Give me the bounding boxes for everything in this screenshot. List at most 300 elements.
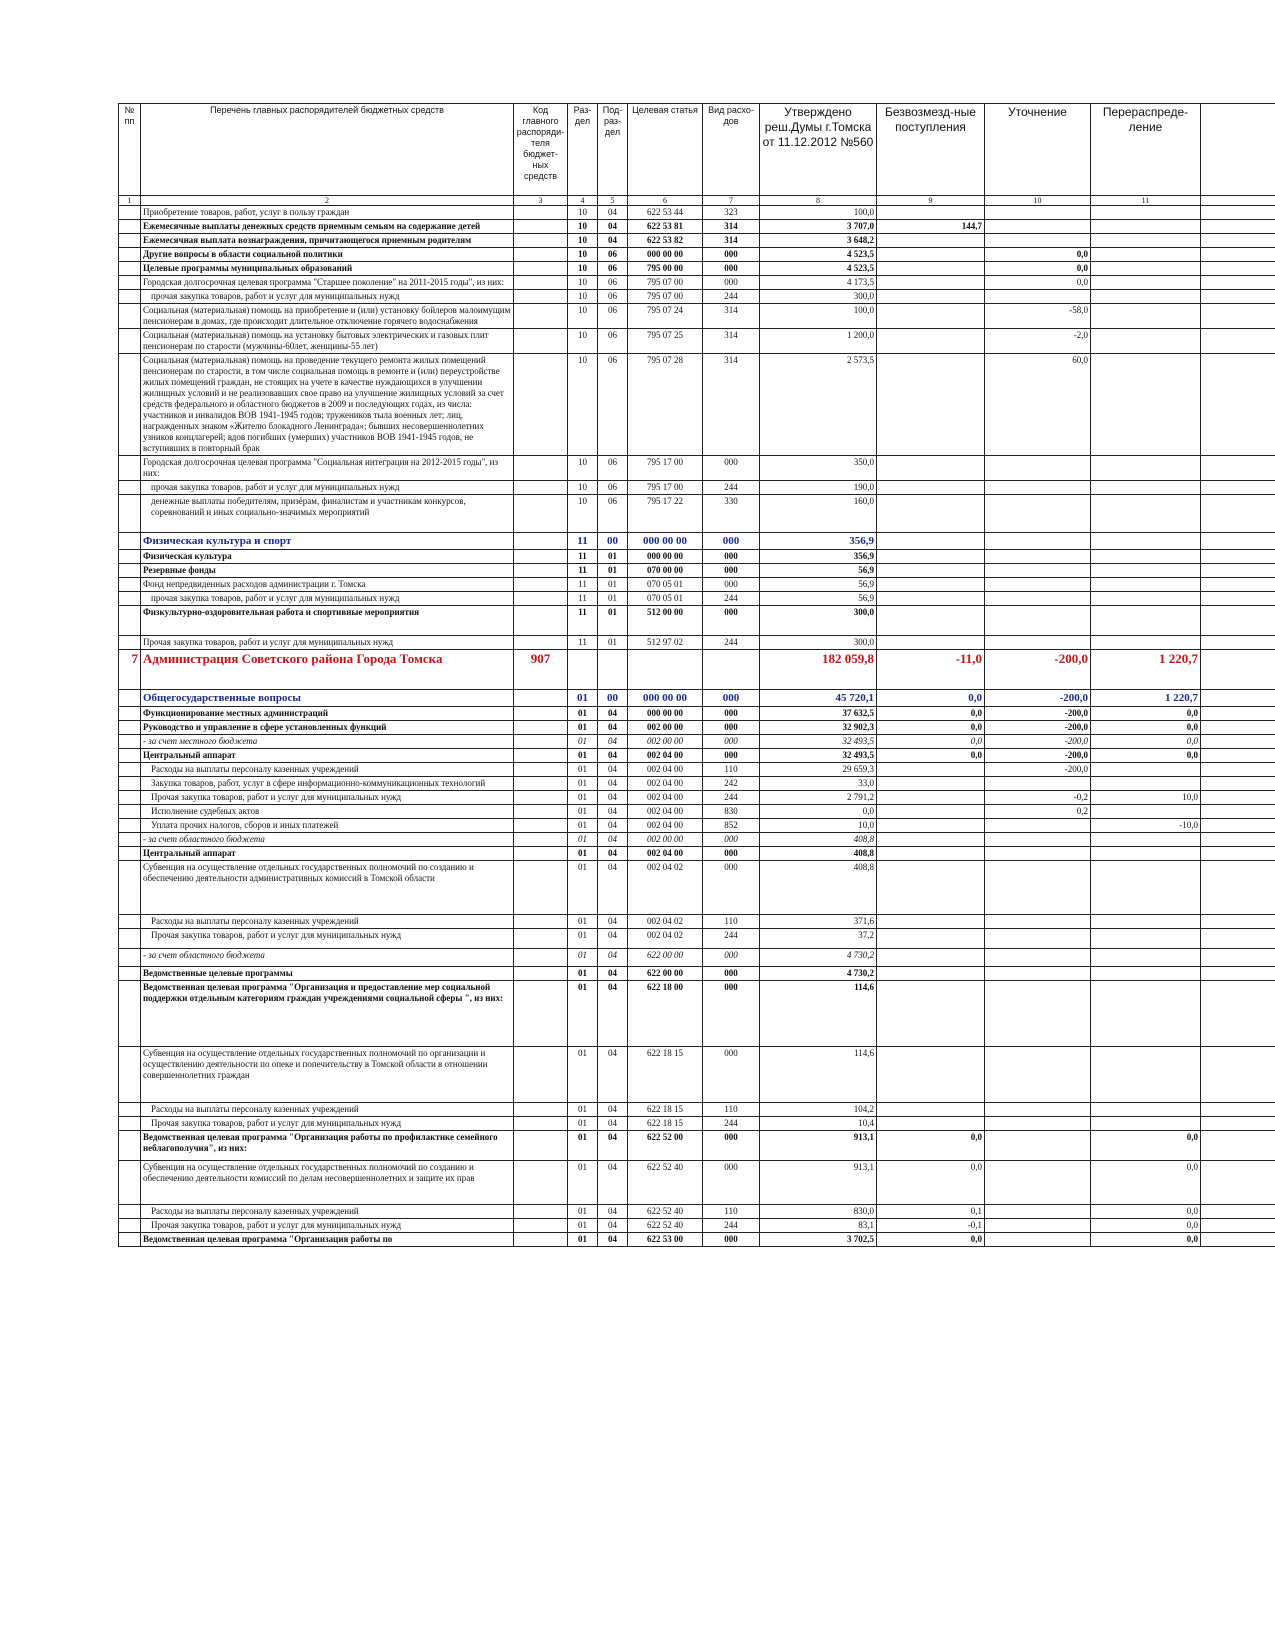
row-podrazdel: 04 (598, 1103, 628, 1117)
row-razdel: 10 (568, 354, 598, 456)
row-clarification: -200,0 (985, 749, 1091, 763)
row-podrazdel: 04 (598, 206, 628, 220)
row-redistribution: 0,0 (1091, 1131, 1201, 1161)
row-approved: 83,1 (760, 1219, 877, 1233)
row-razdel: 11 (568, 533, 598, 550)
row-target-article: 795 07 25 (628, 329, 703, 354)
row-razdel: 10 (568, 290, 598, 304)
row-approved: 4 523,5 (760, 262, 877, 276)
row-clarification: -200,0 (985, 707, 1091, 721)
row-number (119, 564, 141, 578)
row-target-article: 000 00 00 (628, 533, 703, 550)
row-name: Расходы на выплаты персоналу казенных учреждений (141, 1205, 514, 1219)
row-podrazdel: 04 (598, 967, 628, 981)
row-clarification (985, 819, 1091, 833)
table-row (119, 290, 1275, 304)
row-number (119, 777, 141, 791)
row-target-article: 002 04 00 (628, 763, 703, 777)
table-row (119, 262, 1275, 276)
row-podrazdel: 00 (598, 690, 628, 707)
row-approved: 913,1 (760, 1161, 877, 1205)
row-clarification (985, 290, 1091, 304)
row-podrazdel: 04 (598, 1205, 628, 1219)
row-gratis (877, 967, 985, 981)
row-number (119, 1205, 141, 1219)
row-name: Прочая закупка товаров, работ и услуг для муниципальных нужд (141, 636, 514, 650)
row-name: Физическая культура и спорт (141, 533, 514, 550)
row-target-article: 002 04 00 (628, 847, 703, 861)
row-redistribution (1091, 847, 1201, 861)
row-approved: 300,0 (760, 290, 877, 304)
row-redistribution (1091, 533, 1201, 550)
row-clarification (985, 1161, 1091, 1205)
row-code (514, 304, 568, 329)
colnum: 8 (760, 196, 877, 206)
row-extra (1201, 220, 1275, 234)
row-extra (1201, 262, 1275, 276)
row-code (514, 354, 568, 456)
row-number (119, 791, 141, 805)
row-target-article: 070 05 01 (628, 578, 703, 592)
row-razdel: 01 (568, 763, 598, 777)
row-name: Субвенция на осуществление отдельных государственных полномочий по организации и осуществлению деятельности по опеке и попечительству в Томской области в отношении совершеннолетних граждан (141, 1047, 514, 1103)
table-row (119, 1131, 1275, 1161)
row-approved: 56,9 (760, 578, 877, 592)
row-name: Функционирование местных администраций (141, 707, 514, 721)
row-approved: 160,0 (760, 495, 877, 533)
row-expense-type: 000 (703, 1131, 760, 1161)
row-expense-type: 830 (703, 805, 760, 819)
row-clarification (985, 967, 1091, 981)
row-approved: 830,0 (760, 1205, 877, 1219)
table-row (119, 805, 1275, 819)
row-clarification (985, 606, 1091, 636)
row-number (119, 1219, 141, 1233)
row-redistribution (1091, 354, 1201, 456)
row-number (119, 690, 141, 707)
row-extra (1201, 592, 1275, 606)
row-code (514, 578, 568, 592)
row-podrazdel: 04 (598, 1161, 628, 1205)
row-expense-type: 314 (703, 354, 760, 456)
row-clarification (985, 1219, 1091, 1233)
row-name: - за счет местного бюджета (141, 735, 514, 749)
row-clarification: -0,2 (985, 791, 1091, 805)
row-razdel: 11 (568, 636, 598, 650)
row-approved: 3 648,2 (760, 234, 877, 248)
row-extra (1201, 967, 1275, 981)
table-row (119, 495, 1275, 533)
row-number (119, 304, 141, 329)
row-podrazdel: 04 (598, 981, 628, 1047)
row-approved: 0,0 (760, 805, 877, 819)
row-code (514, 929, 568, 949)
colnum: 11 (1091, 196, 1201, 206)
row-podrazdel: 04 (598, 847, 628, 861)
column-number-row (119, 196, 1275, 206)
table-row (119, 819, 1275, 833)
row-number (119, 592, 141, 606)
row-podrazdel: 04 (598, 1117, 628, 1131)
row-extra (1201, 791, 1275, 805)
table-row (119, 690, 1275, 707)
row-clarification (985, 206, 1091, 220)
colnum: 9 (877, 196, 985, 206)
row-target-article: 002 00 00 (628, 735, 703, 749)
row-code (514, 481, 568, 495)
row-razdel: 01 (568, 833, 598, 847)
row-approved: 3 707,0 (760, 220, 877, 234)
row-razdel: 01 (568, 915, 598, 929)
row-podrazdel: 04 (598, 1219, 628, 1233)
row-clarification (985, 636, 1091, 650)
row-target-article: 512 97 02 (628, 636, 703, 650)
row-expense-type: 110 (703, 915, 760, 929)
row-approved: 408,8 (760, 833, 877, 847)
table-row (119, 636, 1275, 650)
row-podrazdel: 04 (598, 819, 628, 833)
row-razdel: 11 (568, 606, 598, 636)
row-name: Ведомственная целевая программа "Организация и предоставление мер социальной поддержки отдельным категориям граждан учреждениями социальной сферы ", из них: (141, 981, 514, 1047)
row-code (514, 550, 568, 564)
row-clarification (985, 833, 1091, 847)
row-extra (1201, 206, 1275, 220)
row-razdel: 01 (568, 1219, 598, 1233)
row-name: Центральный аппарат (141, 847, 514, 861)
row-number (119, 929, 141, 949)
row-redistribution (1091, 329, 1201, 354)
row-extra (1201, 495, 1275, 533)
row-number (119, 220, 141, 234)
row-razdel: 01 (568, 949, 598, 967)
row-name: прочая закупка товаров, работ и услуг для муниципальных нужд (141, 290, 514, 304)
row-number (119, 847, 141, 861)
row-gratis (877, 819, 985, 833)
row-number (119, 1103, 141, 1117)
row-gratis (877, 636, 985, 650)
row-approved: 350,0 (760, 456, 877, 481)
row-name: Расходы на выплаты персоналу казенных учреждений (141, 1103, 514, 1117)
row-target-article: 070 05 01 (628, 592, 703, 606)
row-gratis (877, 777, 985, 791)
row-code (514, 456, 568, 481)
row-target-article: 795 07 28 (628, 354, 703, 456)
header-name: Перечень главных распорядителей бюджетных средств (141, 104, 514, 196)
row-redistribution (1091, 276, 1201, 290)
table-row (119, 1161, 1275, 1205)
row-clarification (985, 1047, 1091, 1103)
row-razdel: 01 (568, 791, 598, 805)
row-code (514, 329, 568, 354)
row-number (119, 833, 141, 847)
row-number (119, 456, 141, 481)
colnum-extra (1201, 196, 1275, 206)
table-row (119, 847, 1275, 861)
header-podrazdel: Под-раз-дел (598, 104, 628, 196)
table-row (119, 721, 1275, 735)
row-number (119, 262, 141, 276)
row-target-article: 000 00 00 (628, 707, 703, 721)
row-expense-type: 314 (703, 220, 760, 234)
row-podrazdel: 04 (598, 833, 628, 847)
row-redistribution (1091, 456, 1201, 481)
row-name: прочая закупка товаров, работ и услуг для муниципальных нужд (141, 481, 514, 495)
budget-document (118, 103, 1275, 1247)
row-code (514, 690, 568, 707)
row-extra (1201, 456, 1275, 481)
row-number (119, 721, 141, 735)
row-name: Приобретение товаров, работ, услуг в пользу граждан (141, 206, 514, 220)
row-code (514, 1161, 568, 1205)
row-approved: 33,0 (760, 777, 877, 791)
row-target-article: 795 07 00 (628, 290, 703, 304)
table-body (119, 206, 1275, 1247)
row-approved: 4 173,5 (760, 276, 877, 290)
row-approved: 190,0 (760, 481, 877, 495)
row-expense-type: 110 (703, 1103, 760, 1117)
row-clarification: -200,0 (985, 690, 1091, 707)
row-target-article: 002 00 00 (628, 721, 703, 735)
row-name: Администрация Советского района Города Томска (141, 650, 514, 690)
row-code (514, 220, 568, 234)
row-podrazdel: 06 (598, 456, 628, 481)
row-podrazdel: 04 (598, 220, 628, 234)
row-extra (1201, 564, 1275, 578)
row-name: Субвенция на осуществление отдельных государственных полномочий по созданию и обеспечению деятельности комиссий по делам несовершеннолетних и защите их прав (141, 1161, 514, 1205)
row-number (119, 915, 141, 929)
row-number (119, 735, 141, 749)
row-podrazdel: 04 (598, 791, 628, 805)
row-name: Прочая закупка товаров, работ и услуг для муниципальных нужд (141, 1117, 514, 1131)
row-redistribution: 0,0 (1091, 735, 1201, 749)
row-redistribution (1091, 578, 1201, 592)
row-redistribution: 0,0 (1091, 1161, 1201, 1205)
row-redistribution (1091, 550, 1201, 564)
row-gratis (877, 833, 985, 847)
row-redistribution (1091, 929, 1201, 949)
row-expense-type: 000 (703, 262, 760, 276)
row-approved: 913,1 (760, 1131, 877, 1161)
row-razdel: 01 (568, 1131, 598, 1161)
row-razdel: 10 (568, 262, 598, 276)
row-expense-type: 000 (703, 735, 760, 749)
row-podrazdel: 04 (598, 1047, 628, 1103)
row-name: Другие вопросы в области социальной политики (141, 248, 514, 262)
row-approved: 37,2 (760, 929, 877, 949)
row-code (514, 791, 568, 805)
row-target-article: 000 00 00 (628, 690, 703, 707)
row-approved: 356,9 (760, 550, 877, 564)
row-razdel: 10 (568, 304, 598, 329)
row-target-article (628, 650, 703, 690)
row-redistribution: 1 220,7 (1091, 650, 1201, 690)
row-extra (1201, 929, 1275, 949)
row-number (119, 329, 141, 354)
row-code (514, 206, 568, 220)
row-code (514, 248, 568, 262)
row-code (514, 1233, 568, 1247)
row-target-article: 622 53 44 (628, 206, 703, 220)
row-redistribution (1091, 949, 1201, 967)
row-number (119, 206, 141, 220)
row-code (514, 606, 568, 636)
row-extra (1201, 276, 1275, 290)
row-extra (1201, 949, 1275, 967)
header-row (119, 104, 1275, 196)
row-number (119, 805, 141, 819)
row-extra (1201, 915, 1275, 929)
table-row (119, 206, 1275, 220)
colnum: 4 (568, 196, 598, 206)
row-code (514, 805, 568, 819)
row-clarification (985, 1131, 1091, 1161)
row-clarification (985, 495, 1091, 533)
row-extra (1201, 1219, 1275, 1233)
row-podrazdel: 01 (598, 550, 628, 564)
row-code (514, 276, 568, 290)
row-extra (1201, 248, 1275, 262)
row-podrazdel: 06 (598, 262, 628, 276)
row-name: Прочая закупка товаров, работ и услуг для муниципальных нужд (141, 791, 514, 805)
row-expense-type: 000 (703, 564, 760, 578)
row-clarification (985, 1233, 1091, 1247)
row-target-article: 622 52 40 (628, 1219, 703, 1233)
header-clarif: Уточнение (985, 104, 1091, 196)
table-row (119, 763, 1275, 777)
row-extra (1201, 749, 1275, 763)
row-clarification: 0,0 (985, 262, 1091, 276)
row-podrazdel: 04 (598, 721, 628, 735)
row-approved: 32 493,5 (760, 749, 877, 763)
row-target-article: 002 04 00 (628, 777, 703, 791)
row-expense-type: 244 (703, 592, 760, 606)
row-extra (1201, 777, 1275, 791)
table-row (119, 707, 1275, 721)
row-razdel: 01 (568, 777, 598, 791)
row-approved: 32 902,3 (760, 721, 877, 735)
row-razdel: 11 (568, 564, 598, 578)
row-razdel: 11 (568, 550, 598, 564)
row-name: денежные выплаты победителям, призёрам, финалистам и участникам конкурсов, соревнований и иных социально-значимых мероприятий (141, 495, 514, 533)
row-target-article: 002 04 02 (628, 861, 703, 915)
row-target-article: 622 18 00 (628, 981, 703, 1047)
row-code (514, 262, 568, 276)
row-clarification: -200,0 (985, 650, 1091, 690)
row-expense-type (703, 650, 760, 690)
table-row (119, 1047, 1275, 1103)
row-redistribution: 0,0 (1091, 749, 1201, 763)
row-number (119, 749, 141, 763)
row-approved: 45 720,1 (760, 690, 877, 707)
row-gratis (877, 495, 985, 533)
row-expense-type: 244 (703, 1117, 760, 1131)
row-extra (1201, 354, 1275, 456)
row-clarification: -200,0 (985, 763, 1091, 777)
row-redistribution (1091, 248, 1201, 262)
row-extra (1201, 304, 1275, 329)
row-gratis: 0,1 (877, 1205, 985, 1219)
row-number (119, 578, 141, 592)
row-target-article: 795 17 00 (628, 456, 703, 481)
row-podrazdel: 04 (598, 915, 628, 929)
row-podrazdel: 04 (598, 861, 628, 915)
row-gratis (877, 248, 985, 262)
row-name: Ежемесячные выплаты денежных средств приемным семьям на содержание детей (141, 220, 514, 234)
row-expense-type: 000 (703, 967, 760, 981)
row-extra (1201, 1161, 1275, 1205)
row-gratis (877, 354, 985, 456)
row-gratis (877, 805, 985, 819)
row-redistribution (1091, 915, 1201, 929)
row-razdel: 01 (568, 721, 598, 735)
row-podrazdel: 01 (598, 578, 628, 592)
row-podrazdel: 04 (598, 763, 628, 777)
table-row (119, 456, 1275, 481)
row-extra (1201, 481, 1275, 495)
row-approved: 408,8 (760, 861, 877, 915)
row-code (514, 1047, 568, 1103)
row-name: Целевые программы муниципальных образований (141, 262, 514, 276)
row-code (514, 290, 568, 304)
row-number: 7 (119, 650, 141, 690)
row-redistribution (1091, 981, 1201, 1047)
row-code (514, 833, 568, 847)
row-podrazdel: 04 (598, 949, 628, 967)
row-extra (1201, 847, 1275, 861)
row-target-article: 002 00 00 (628, 833, 703, 847)
row-podrazdel: 06 (598, 329, 628, 354)
row-code (514, 1117, 568, 1131)
row-razdel: 01 (568, 1233, 598, 1247)
row-name: Физическая культура (141, 550, 514, 564)
row-name: Уплата прочих налогов, сборов и иных платежей (141, 819, 514, 833)
header-vr: Вид расхо-дов (703, 104, 760, 196)
row-expense-type: 000 (703, 578, 760, 592)
row-redistribution (1091, 967, 1201, 981)
row-redistribution (1091, 304, 1201, 329)
table-row (119, 234, 1275, 248)
header-code: Код главного распоряди-теля бюджет-ных средств (514, 104, 568, 196)
row-clarification: -200,0 (985, 735, 1091, 749)
row-name: Руководство и управление в сфере установленных функций (141, 721, 514, 735)
row-podrazdel (598, 650, 628, 690)
table-row (119, 592, 1275, 606)
row-code (514, 949, 568, 967)
row-name: Социальная (материальная) помощь на приобретение и (или) установку бойлеров малоимущим пенсионерам в домах, где происходит длительное отключение горячего водоснабжения (141, 304, 514, 329)
row-expense-type: 000 (703, 833, 760, 847)
row-redistribution (1091, 220, 1201, 234)
row-razdel: 10 (568, 206, 598, 220)
row-gratis (877, 949, 985, 967)
row-approved: 4 730,2 (760, 967, 877, 981)
row-podrazdel: 06 (598, 304, 628, 329)
row-gratis: -0,1 (877, 1219, 985, 1233)
row-number (119, 636, 141, 650)
row-podrazdel: 00 (598, 533, 628, 550)
row-name: Центральный аппарат (141, 749, 514, 763)
row-razdel: 01 (568, 967, 598, 981)
row-target-article: 002 04 02 (628, 929, 703, 949)
row-approved: 10,4 (760, 1117, 877, 1131)
row-expense-type: 242 (703, 777, 760, 791)
colnum: 10 (985, 196, 1091, 206)
row-number (119, 1233, 141, 1247)
table-row (119, 578, 1275, 592)
row-code (514, 234, 568, 248)
row-razdel: 10 (568, 234, 598, 248)
header-extra (1201, 104, 1275, 196)
row-redistribution (1091, 1103, 1201, 1117)
